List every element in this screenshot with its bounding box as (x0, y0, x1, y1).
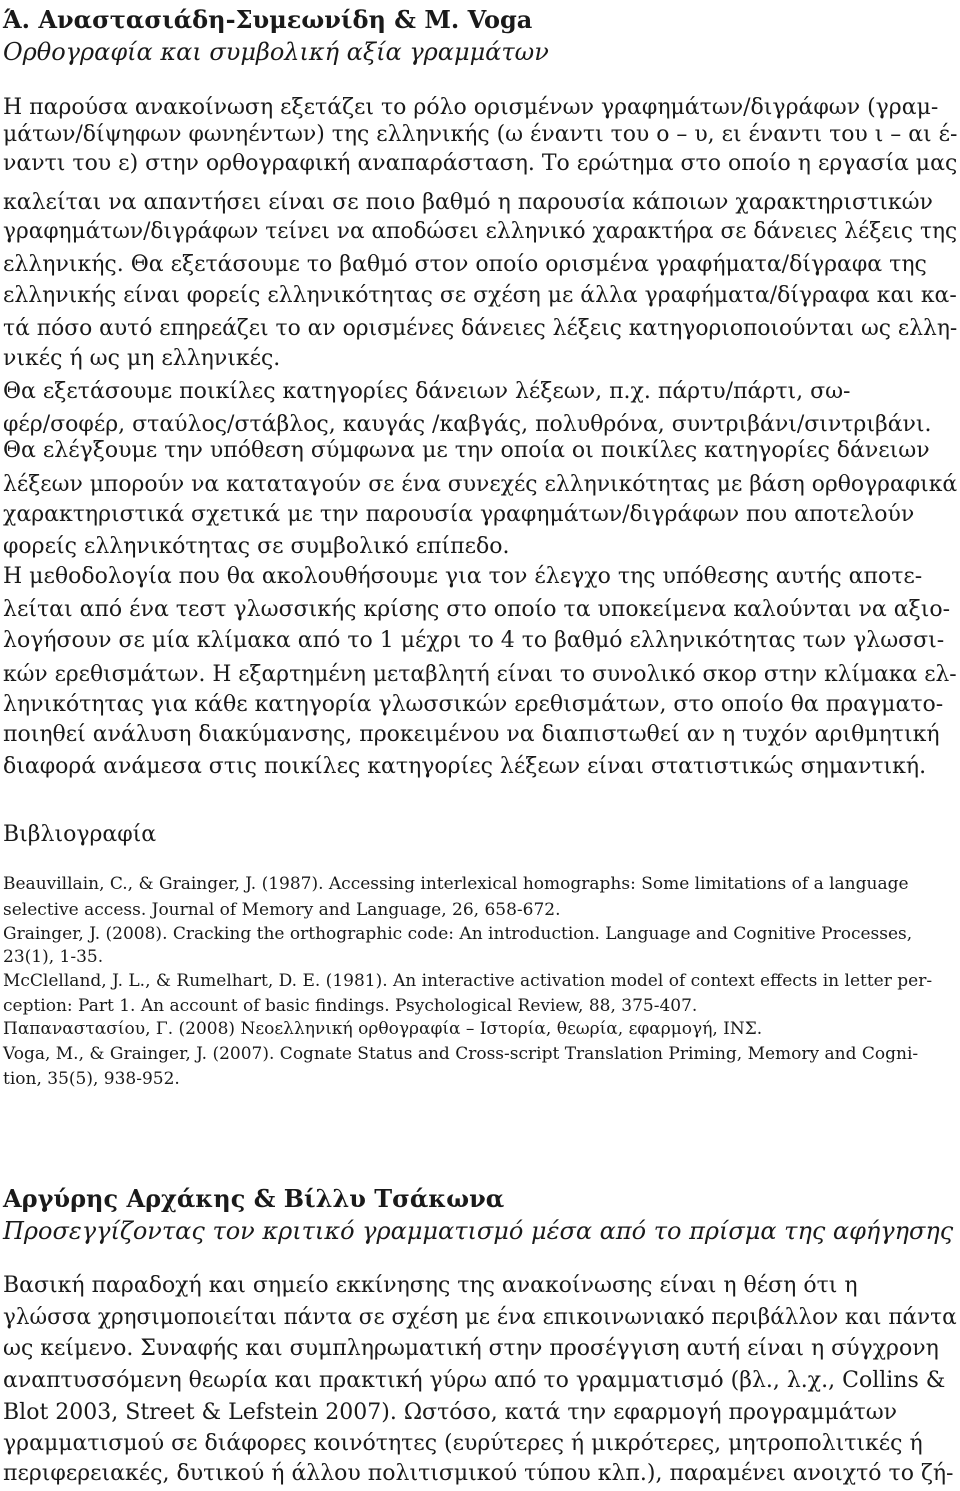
abstract-line: ποιηθεί ανάλυση διακύμανσης, προκειμένου να διαπιστωθεί αν η τυχόν αριθμητική (3, 722, 940, 747)
abstract-line: ελληνικής είναι φορείς ελληνικότητας σε σχέση με άλλα γραφήματα/δίγραφα και κα- (3, 283, 957, 308)
reference-line: Beauvillain, C., & Grainger, J. (1987). Accessing interlexical homographs: Some limitations of a language (3, 874, 909, 894)
abstract-line: Blot 2003, Street & Lefstein 2007). Ωστόσο, κατά την εφαρμογή προγραμμάτων (3, 1400, 898, 1425)
abstract-line: μάτων/δίψηφων φωνηέντων) της ελληνικής (ω έναντι του ο – υ, ει έναντι του ι – αι έ- (3, 122, 958, 147)
abstract-line: αναπτυσσόμενη θεωρία και πρακτική γύρω από το γραμματισμό (βλ., λ.χ., Collins & (3, 1368, 946, 1393)
abstract-line: ελληνικής. Θα εξετάσουμε το βαθμό στον οποίο ορισμένα γραφήματα/δίγραφα της (3, 252, 927, 277)
reference-line: selective access. Journal of Memory and Language, 26, 658-672. (3, 900, 561, 920)
reference-line: Παπαναστασίου, Γ. (2008) Νεοελληνική ορθογραφία – Ιστορία, θεωρία, εφαρμογή, ΙΝΣ. (3, 1019, 763, 1039)
abstract-line: Θα εξετάσουμε ποικίλες κατηγορίες δάνειων λέξεων, π.χ. πάρτυ/πάρτι, σω- (3, 379, 851, 404)
paper1-title: Ορθογραφία και συμβολική αξία γραμμάτων (3, 38, 549, 66)
abstract-line: νικές ή ως μη ελληνικές. (3, 346, 281, 371)
reference-line: 23(1), 1-35. (3, 947, 104, 967)
reference-line: Grainger, J. (2008). Cracking the orthographic code: An introduction. Language and Cognitive Processes, (3, 924, 913, 944)
abstract-line: Θα ελέγξουμε την υπόθεση σύμφωνα με την οποία οι ποικίλες κατηγορίες δάνειων (3, 438, 930, 463)
reference-line: tion, 35(5), 938-952. (3, 1069, 180, 1089)
reference-line: ception: Part 1. An account of basic findings. Psychological Review, 88, 375-407. (3, 996, 698, 1016)
abstract-line: διαφορά ανάμεσα στις ποικίλες κατηγορίες λέξεων είναι στατιστικώς σημαντική. (3, 754, 927, 779)
abstract-line: χαρακτηριστικά σχετικά με την παρουσία γραφημάτων/διγράφων που αποτελούν (3, 502, 915, 527)
abstract-line: ληνικότητας για κάθε κατηγορία γλωσσικών ερεθισμάτων, στο οποίο θα πραγματο- (3, 692, 944, 717)
abstract-line: φέρ/σοφέρ, σταύλος/στάβλος, καυγάς /καβγάς, πολυθρόνα, συντριβάνι/σιντριβάνι. (3, 412, 932, 437)
abstract-line: ναντι του ε) στην ορθογραφική αναπαράσταση. Το ερώτημα στο οποίο η εργασία μας (3, 151, 958, 176)
abstract-line: περιφερειακές, δυτικού ή άλλου πολιτισμικού τύπου κλπ.), παραμένει ανοιχτό το ζή- (3, 1461, 954, 1486)
reference-line: Voga, M., & Grainger, J. (2007). Cognate Status and Cross-script Translation Priming, Memory and Cogni- (3, 1044, 919, 1064)
paper1-authors: Ά. Αναστασιάδη-Συμεωνίδη & Μ. Voga (3, 5, 533, 34)
bibliography-heading: Βιβλιογραφία (3, 822, 157, 847)
abstract-line: λογήσουν σε μία κλίμακα από το 1 μέχρι το 4 το βαθμό ελληνικότητας των γλωσσι- (3, 628, 945, 653)
abstract-line: καλείται να απαντήσει είναι σε ποιο βαθμό η παρουσία κάποιων χαρακτηριστικών (3, 190, 933, 215)
abstract-line: λείται από ένα τεστ γλωσσικής κρίσης στο οποίο τα υποκείμενα καλούνται να αξιο- (3, 597, 951, 622)
abstract-line: φορείς ελληνικότητας σε συμβολικό επίπεδο. (3, 534, 510, 559)
abstract-line: κών ερεθισμάτων. Η εξαρτημένη μεταβλητή είναι το συνολικό σκορ στην κλίμακα ελ- (3, 662, 957, 687)
reference-line: McClelland, J. L., & Rumelhart, D. E. (1981). An interactive activation model of context effects in letter per- (3, 971, 933, 991)
paper2-title: Προσεγγίζοντας τον κριτικό γραμματισμό μέσα από το πρίσμα της αφήγησης (3, 1217, 954, 1245)
abstract-line: λέξεων μπορούν να καταταγούν σε ένα συνεχές ελληνικότητας με βάση ορθογραφικά (3, 472, 958, 497)
abstract-line: τά πόσο αυτό επηρεάζει το αν ορισμένες δάνειες λέξεις κατηγοριοποιούνται ως ελλη- (3, 316, 958, 341)
abstract-line: Βασική παραδοχή και σημείο εκκίνησης της ανακοίνωσης είναι η θέση ότι η (3, 1273, 858, 1298)
abstract-line: γραφημάτων/διγράφων τείνει να αποδώσει ελληνικό χαρακτήρα σε δάνειες λέξεις της (3, 219, 958, 244)
paper2-authors: Αργύρης Αρχάκης & Βίλλυ Τσάκωνα (3, 1184, 505, 1213)
abstract-line: Η παρούσα ανακοίνωση εξετάζει το ρόλο ορισμένων γραφημάτων/διγράφων (γραμ- (3, 95, 939, 120)
abstract-line: Η μεθοδολογία που θα ακολουθήσουμε για τον έλεγχο της υπόθεσης αυτής αποτε- (3, 564, 923, 589)
abstract-line: γλώσσα χρησιμοποιείται πάντα σε σχέση με ένα επικοινωνιακό περιβάλλον και πάντα (3, 1305, 957, 1330)
abstract-line: γραμματισμού σε διάφορες κοινότητες (ευρύτερες ή μικρότερες, μητροπολιτικές ή (3, 1431, 923, 1456)
abstract-line: ως κείμενο. Συναφής και συμπληρωματική στην προσέγγιση αυτή είναι η σύγχρονη (3, 1336, 939, 1361)
